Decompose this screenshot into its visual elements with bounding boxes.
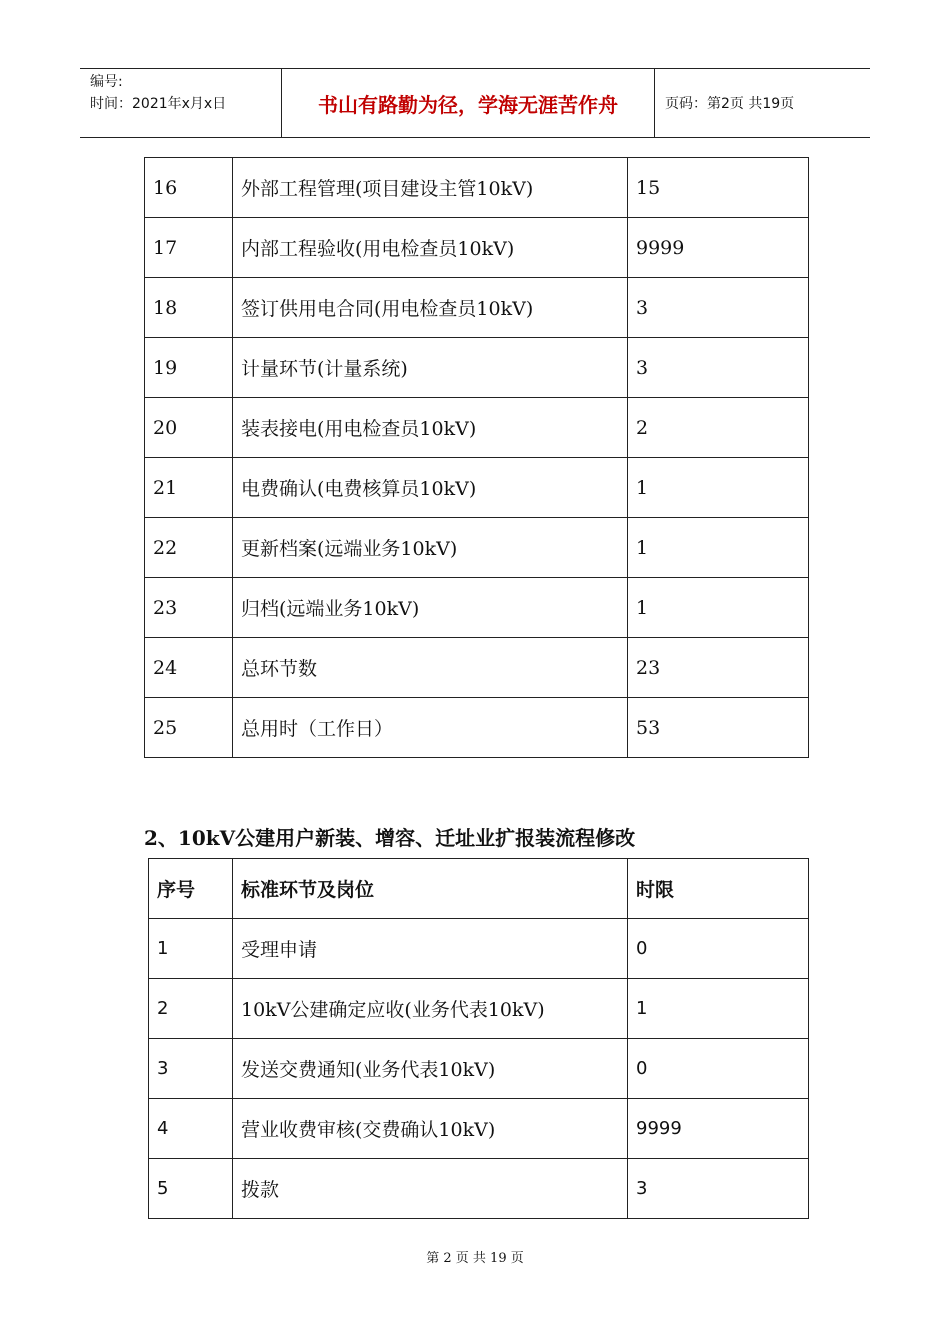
table-row — [145, 398, 809, 458]
row-limit: 2 — [628, 398, 809, 458]
row-step: 计量环节(计量系统) — [233, 338, 628, 398]
table-row — [149, 1099, 809, 1159]
row-step: 拨款 — [233, 1159, 628, 1219]
row-limit: 1 — [628, 578, 809, 638]
row-limit: 23 — [628, 638, 809, 698]
row-limit: 9999 — [628, 1099, 809, 1159]
row-limit: 3 — [628, 338, 809, 398]
row-seq: 18 — [145, 278, 233, 338]
table-row — [145, 278, 809, 338]
row-limit: 3 — [628, 278, 809, 338]
row-step: 电费确认(电费核算员10kV) — [233, 458, 628, 518]
header-slogan: 书山有路勤为径，学海无涯苦作舟 — [282, 69, 655, 137]
row-seq: 19 — [145, 338, 233, 398]
table-row — [145, 578, 809, 638]
row-step: 受理申请 — [233, 919, 628, 979]
header-meta — [80, 69, 282, 137]
table-row — [145, 338, 809, 398]
header-step: 标准环节及岗位 — [233, 859, 628, 919]
header-limit: 时限 — [628, 859, 809, 919]
row-step: 装表接电(用电检查员10kV) — [233, 398, 628, 458]
row-seq: 16 — [145, 158, 233, 218]
row-limit: 1 — [628, 458, 809, 518]
row-seq: 5 — [149, 1159, 233, 1219]
row-seq: 20 — [145, 398, 233, 458]
row-seq: 24 — [145, 638, 233, 698]
row-step: 总用时（工作日） — [233, 698, 628, 758]
row-seq: 4 — [149, 1099, 233, 1159]
row-limit: 1 — [628, 979, 809, 1039]
page-header — [80, 68, 870, 138]
process-table-2 — [148, 858, 809, 1219]
table-row — [145, 638, 809, 698]
table-row — [145, 698, 809, 758]
code-label: 编号: — [90, 74, 123, 90]
row-seq: 23 — [145, 578, 233, 638]
row-limit: 3 — [628, 1159, 809, 1219]
row-step: 签订供用电合同(用电检查员10kV) — [233, 278, 628, 338]
row-step: 外部工程管理(项目建设主管10kV) — [233, 158, 628, 218]
row-limit: 0 — [628, 1039, 809, 1099]
table-row — [145, 218, 809, 278]
table-row — [149, 1159, 809, 1219]
row-seq: 25 — [145, 698, 233, 758]
row-step: 10kV公建确定应收(业务代表10kV) — [233, 979, 628, 1039]
row-seq: 3 — [149, 1039, 233, 1099]
row-seq: 17 — [145, 218, 233, 278]
row-seq: 1 — [149, 919, 233, 979]
row-step: 内部工程验收(用电检查员10kV) — [233, 218, 628, 278]
row-limit: 15 — [628, 158, 809, 218]
table-row — [149, 979, 809, 1039]
row-step: 总环节数 — [233, 638, 628, 698]
row-step: 发送交费通知(业务代表10kV) — [233, 1039, 628, 1099]
section-title: 2、10kV公建用户新装、增容、迁址业扩报装流程修改 — [144, 826, 636, 850]
table-row — [149, 919, 809, 979]
process-table-1 — [144, 157, 809, 758]
row-step: 更新档案(远端业务10kV) — [233, 518, 628, 578]
table-row — [145, 158, 809, 218]
row-seq: 21 — [145, 458, 233, 518]
row-limit: 1 — [628, 518, 809, 578]
header-page-info: 页码：第2页 共19页 — [665, 96, 795, 112]
date-label: 时间：2021年x月x日 — [90, 96, 227, 112]
row-limit: 0 — [628, 919, 809, 979]
header-seq: 序号 — [149, 859, 233, 919]
row-limit: 9999 — [628, 218, 809, 278]
table-row — [149, 1039, 809, 1099]
page-footer: 第 2 页 共 19 页 — [426, 1251, 524, 1266]
row-seq: 22 — [145, 518, 233, 578]
row-step: 营业收费审核(交费确认10kV) — [233, 1099, 628, 1159]
row-limit: 53 — [628, 698, 809, 758]
row-step: 归档(远端业务10kV) — [233, 578, 628, 638]
row-seq: 2 — [149, 979, 233, 1039]
table-row — [145, 518, 809, 578]
table-row — [145, 458, 809, 518]
table-header-row — [149, 859, 809, 919]
